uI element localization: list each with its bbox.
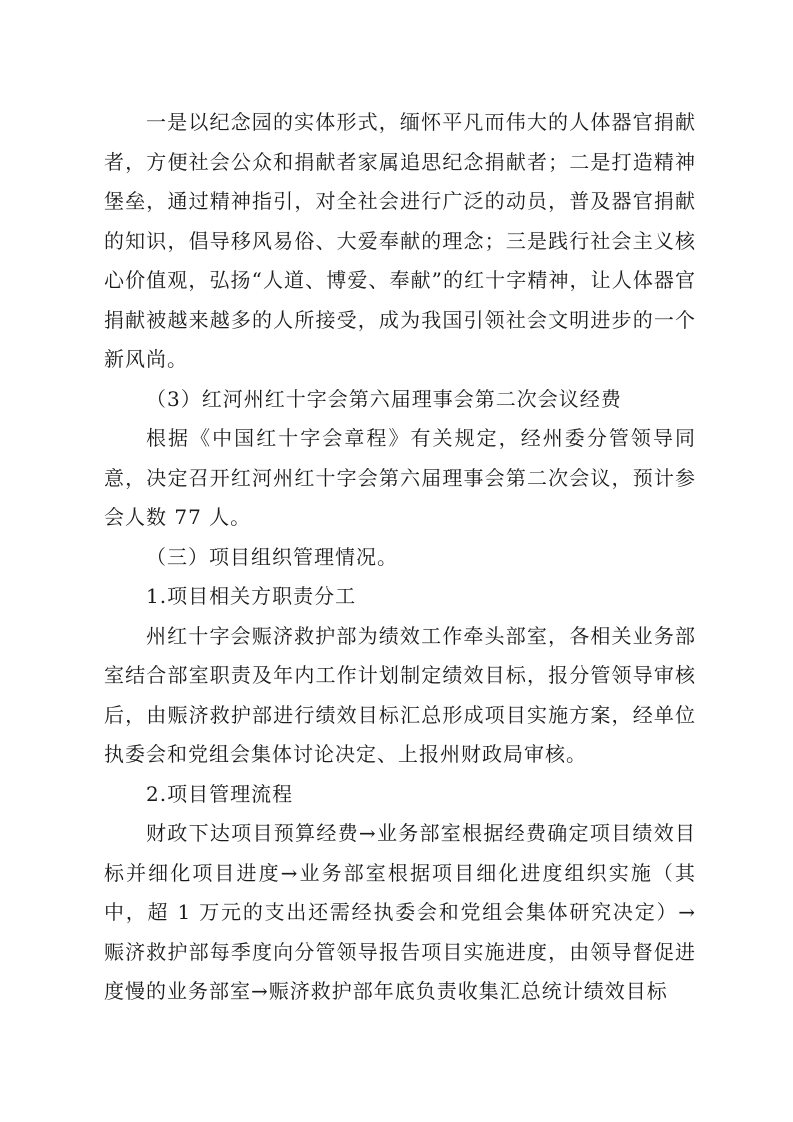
paragraph-purpose: 一是以纪念园的实体形式，缅怀平凡而伟大的人体器官捐献者，方便社会公众和捐献者家属追思纪念捐献者；二是打造精神堡垒，通过精神指引，对全社会进行广泛的动员，普及器官捐献的知识，倡导移风易俗、大爱奉献的理念；三是践行社会主义核心价值观，弘扬“人道、博爱、奉献”的红十字精神，让人体器官捐献被越来越多的人所接受，成为我国引领社会文明进步的一个新风尚。 xyxy=(104,110,696,371)
paragraph-heading-project-management: （三）项目组织管理情况。 xyxy=(146,544,398,569)
paragraph-meeting-details: 根据《中国红十字会章程》有关规定，经州委分管领导同意，决定召开红河州红十字会第六届理事会第二次会议，预计参会人数 77 人。 xyxy=(104,426,696,529)
paragraph-heading-process: 2.项目管理流程 xyxy=(146,781,294,806)
paragraph-heading-responsibilities: 1.项目相关方职责分工 xyxy=(146,584,357,608)
paragraph-heading-meeting-fund: （3）红河州红十字会第六届理事会第二次会议经费 xyxy=(146,386,622,411)
paragraph-responsibilities: 州红十字会赈济救护部为绩效工作牵头部室，各相关业务部室结合部室职责及年内工作计划制定绩效目标，报分管领导审核后，由赈济救护部进行绩效目标汇总形成项目实施方案，经单位执委会和党组会集体讨论决定、上报州财政局审核。 xyxy=(104,623,696,766)
document-body xyxy=(104,103,696,1012)
paragraph-process: 财政下达项目预算经费→业务部室根据经费确定项目绩效目标并细化项目进度→业务部室根据项目细化进度组织实施（其中，超 1 万元的支出还需经执委会和党组会集体研究决定）→赈济救护部每季度向分管领导报告项目实施进度，由领导督促进度慢的业务部室→赈济救护部年底负责收集汇总统计绩效目标 xyxy=(104,821,696,1003)
